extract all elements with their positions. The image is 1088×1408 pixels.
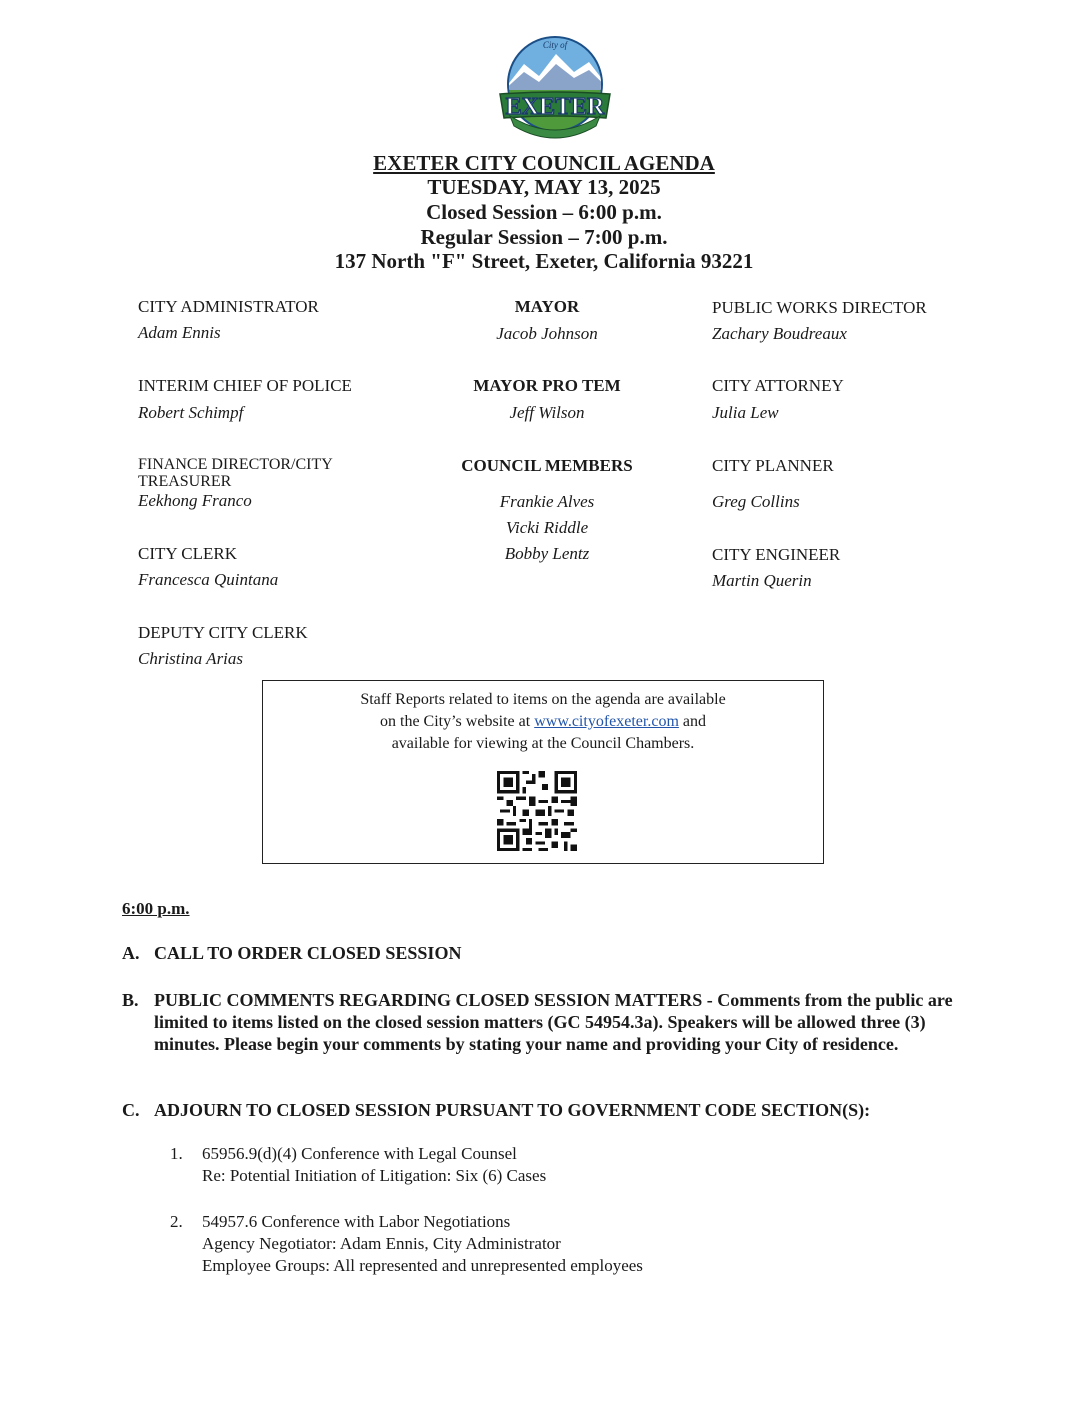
logo-name-text: EXETER [505, 94, 605, 120]
mayor-name: Jacob Johnson [496, 324, 598, 343]
mayor-pro-tem-role: MAYOR PRO TEM [473, 376, 621, 395]
agenda-item-letter: B. [122, 990, 139, 1010]
meeting-date: TUESDAY, MAY 13, 2025 [427, 175, 661, 199]
agenda-time: 6:00 p.m. [122, 899, 190, 918]
agenda-item-a [122, 942, 461, 964]
notice-line-2-pre: on the City’s website at [380, 713, 535, 730]
public-works-role: PUBLIC WORKS DIRECTOR [712, 298, 927, 317]
mayor-pro-tem-name: Jeff Wilson [509, 403, 585, 422]
city-planner-role: CITY PLANNER [712, 456, 834, 475]
agenda-title: EXETER CITY COUNCIL AGENDA [373, 151, 715, 175]
city-engineer-role: CITY ENGINEER [712, 545, 841, 564]
interim-chief-name: Robert Schimpf [138, 403, 244, 422]
subitem-line: 54957.6 Conference with Labor Negotiations [202, 1212, 511, 1231]
logo-top-text: City of [542, 40, 568, 50]
city-of-exeter-logo [494, 34, 616, 146]
council-members-role: COUNCIL MEMBERS [461, 456, 633, 475]
city-planner-name: Greg Collins [712, 492, 800, 511]
agenda-item-letter: C. [122, 1100, 140, 1120]
agenda-item-text: CALL TO ORDER CLOSED SESSION [154, 943, 462, 963]
subitem-line: Agency Negotiator: Adam Ennis, City Administrator [202, 1234, 561, 1253]
finance-director-role-line2: TREASURER [138, 473, 232, 490]
council-member-name: Vicki Riddle [505, 518, 589, 537]
finance-director-name: Eekhong Franco [138, 491, 252, 510]
qr-code-icon[interactable] [497, 771, 577, 851]
public-works-name: Zachary Boudreaux [712, 324, 847, 343]
subitem-number: 1. [170, 1144, 183, 1163]
mayor-role: MAYOR [514, 297, 580, 316]
agenda-item-text: ADJOURN TO CLOSED SESSION PURSUANT TO GOVERNMENT CODE SECTION(S): [154, 1100, 871, 1120]
closed-session-subitem-1 [170, 1143, 546, 1187]
city-clerk-role: CITY CLERK [138, 544, 238, 563]
closed-session-time: Closed Session – 6:00 p.m. [426, 200, 662, 224]
notice-line-2-post: and [678, 713, 706, 730]
council-member-name: Bobby Lentz [504, 544, 590, 563]
agenda-item-b [122, 989, 972, 1055]
notice-line-2 [263, 711, 823, 733]
city-attorney-role: CITY ATTORNEY [712, 376, 844, 395]
closed-session-subitem-2 [170, 1211, 643, 1277]
city-website-link[interactable]: www.cityofexeter.com [534, 713, 679, 730]
deputy-clerk-name: Christina Arias [138, 649, 244, 668]
city-clerk-name: Francesca Quintana [138, 570, 279, 589]
city-administrator-name: Adam Ennis [138, 323, 221, 342]
notice-line-1: Staff Reports related to items on the agenda are available [360, 691, 726, 708]
notice-line-3: available for viewing at the Council Chambers. [391, 735, 695, 752]
staff-reports-notice [262, 680, 824, 864]
finance-director-role-line1: FINANCE DIRECTOR/CITY [138, 456, 333, 473]
agenda-item-text: PUBLIC COMMENTS REGARDING CLOSED SESSION MATTERS - Comments from the public are limited to items listed on the closed session matters (GC 54954.3a). Speakers will be allowed three (3) minutes. Please begin your comments by stating your name and providing your City of residence. [154, 990, 953, 1054]
deputy-clerk-role: DEPUTY CITY CLERK [138, 623, 308, 642]
regular-session-time: Regular Session – 7:00 p.m. [420, 225, 668, 249]
subitem-line: Re: Potential Initiation of Litigation: Six (6) Cases [202, 1166, 547, 1185]
council-member-name: Frankie Alves [499, 492, 595, 511]
agenda-item-c [122, 1099, 870, 1121]
city-engineer-name: Martin Querin [712, 571, 812, 590]
subitem-number: 2. [170, 1212, 183, 1231]
agenda-item-letter: A. [122, 943, 140, 963]
interim-chief-role: INTERIM CHIEF OF POLICE [138, 376, 352, 395]
city-attorney-name: Julia Lew [712, 403, 779, 422]
subitem-line: Employee Groups: All represented and unrepresented employees [202, 1256, 643, 1275]
city-administrator-role: CITY ADMINISTRATOR [138, 297, 319, 316]
subitem-line: 65956.9(d)(4) Conference with Legal Counsel [202, 1144, 517, 1163]
meeting-address: 137 North "F" Street, Exeter, California 93221 [334, 249, 754, 273]
